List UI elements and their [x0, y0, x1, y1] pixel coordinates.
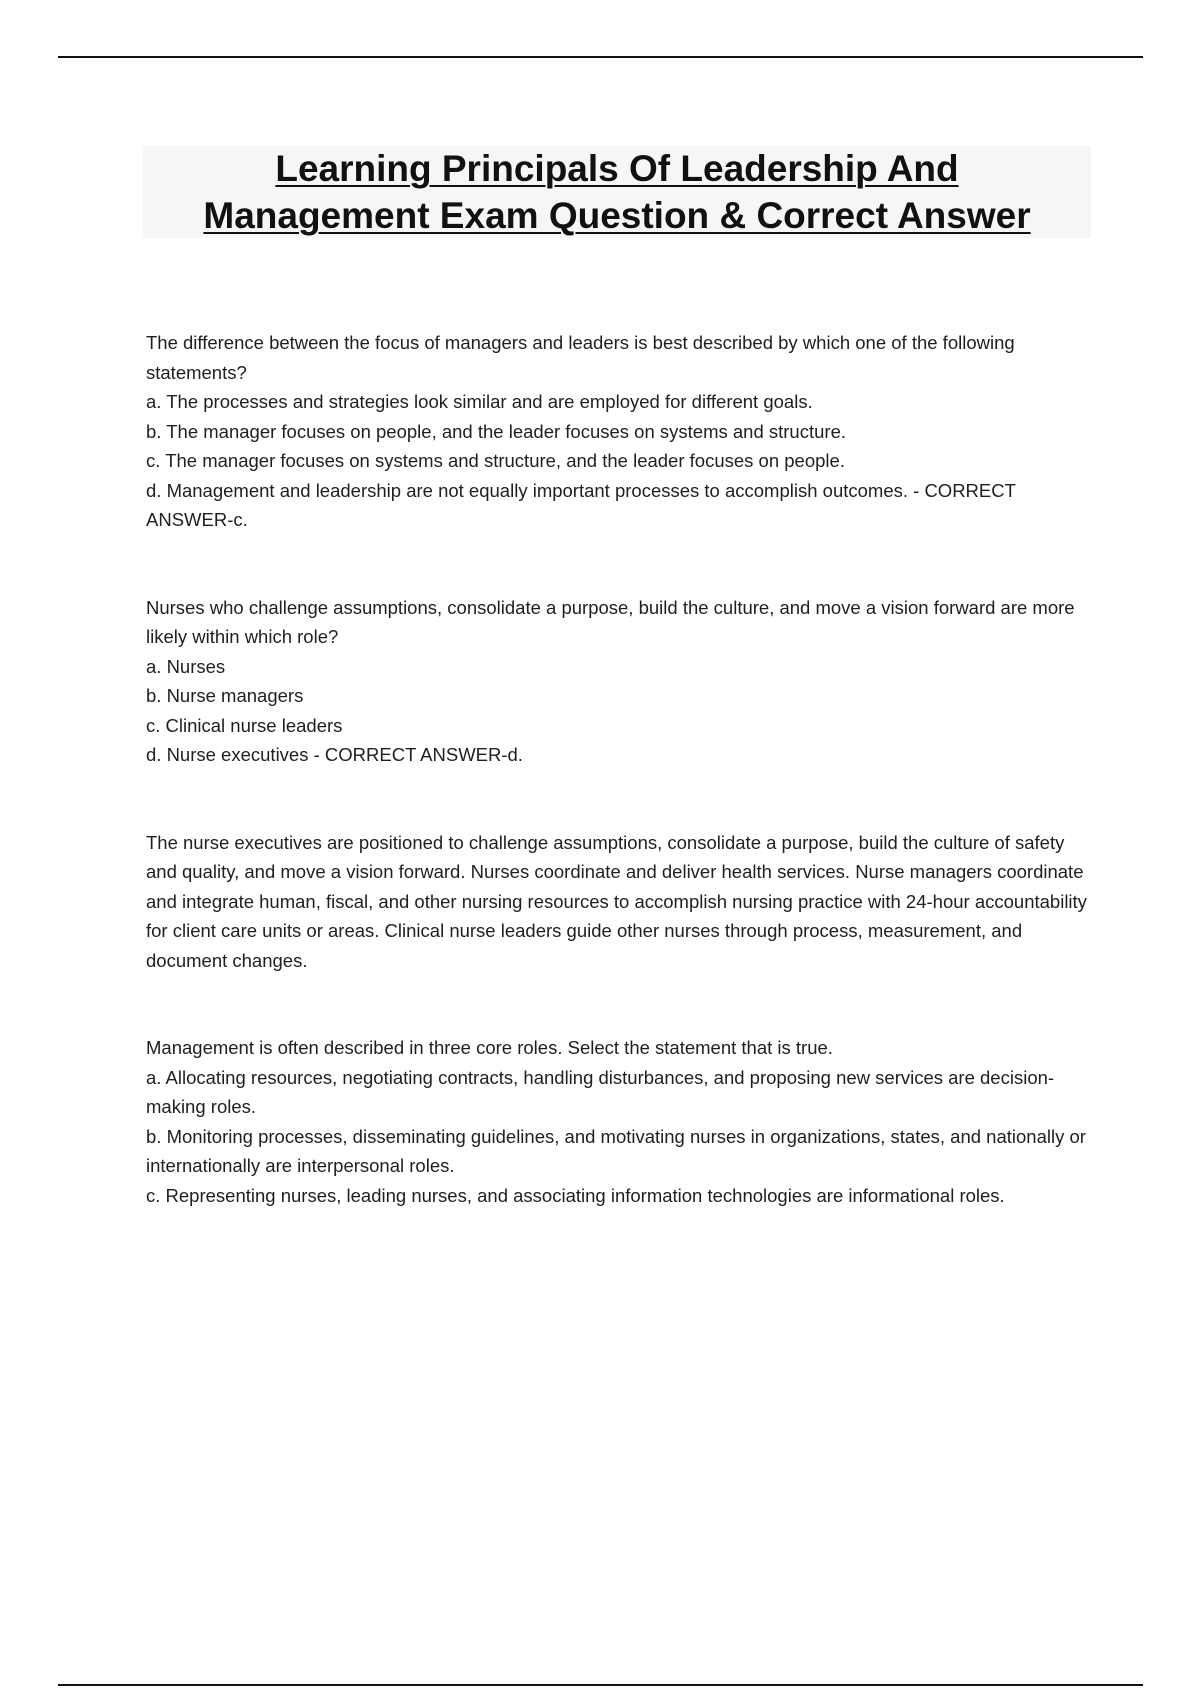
question-3-option-a: a. Allocating resources, negotiating contracts, handling disturbances, and proposing new services are decision-making roles.: [146, 1066, 1055, 1117]
question-2-option-b: b. Nurse managers: [146, 685, 304, 706]
question-block-1: [146, 328, 1092, 535]
document-title: [143, 146, 1091, 238]
question-block-3: [146, 1033, 1092, 1210]
rationale-block: [146, 828, 1092, 976]
question-1-text: The difference between the focus of managers and leaders is best described by which one of the following statements?: [146, 332, 1015, 383]
question-1-option-d: d. Management and leadership are not equally important processes to accomplish outcomes. - CORRECT ANSWER-c.: [146, 479, 1016, 530]
rationale-text: The nurse executives are positioned to challenge assumptions, consolidate a purpose, build the culture of safety and quality, and move a vision forward. Nurses coordinate and deliver health services. Nurse managers coordinate and integrate human, fiscal, and other nursing resources to accomplish nursing practice with 24-hour accountability for client care units or areas. Clinical nurse leaders guide other nurses through process, measurement, and document changes.: [146, 831, 1087, 971]
question-2-text: Nurses who challenge assumptions, consolidate a purpose, build the culture, and move a vision forward are more likely within which role?: [146, 596, 1075, 647]
question-2-option-d: d. Nurse executives - CORRECT ANSWER-d.: [146, 744, 523, 765]
question-3-option-b: b. Monitoring processes, disseminating guidelines, and motivating nurses in organizations, states, and nationally or internationally are interpersonal roles.: [146, 1125, 1086, 1176]
question-2-option-a: a. Nurses: [146, 655, 226, 677]
question-3-text: Management is often described in three core roles. Select the statement that is true.: [146, 1037, 833, 1058]
question-2-option-c: c. Clinical nurse leaders: [146, 714, 343, 736]
question-1-option-b: b. The manager focuses on people, and the leader focuses on systems and structure.: [146, 420, 846, 442]
question-1-option-a: a. The processes and strategies look similar and are employed for different goals.: [146, 391, 813, 412]
document-body: [146, 328, 1092, 1210]
question-block-2: [146, 593, 1092, 770]
question-1-option-c: c. The manager focuses on systems and structure, and the leader focuses on people.: [146, 450, 845, 471]
title-line-2: Management Exam Question & Correct Answer: [203, 195, 1031, 236]
question-3-option-c: c. Representing nurses, leading nurses, and associating information technologies are informational roles.: [146, 1184, 1005, 1206]
title-line-1: Learning Principals Of Leadership And: [275, 148, 959, 189]
bottom-rule: [58, 1684, 1143, 1686]
top-rule: [58, 56, 1143, 58]
